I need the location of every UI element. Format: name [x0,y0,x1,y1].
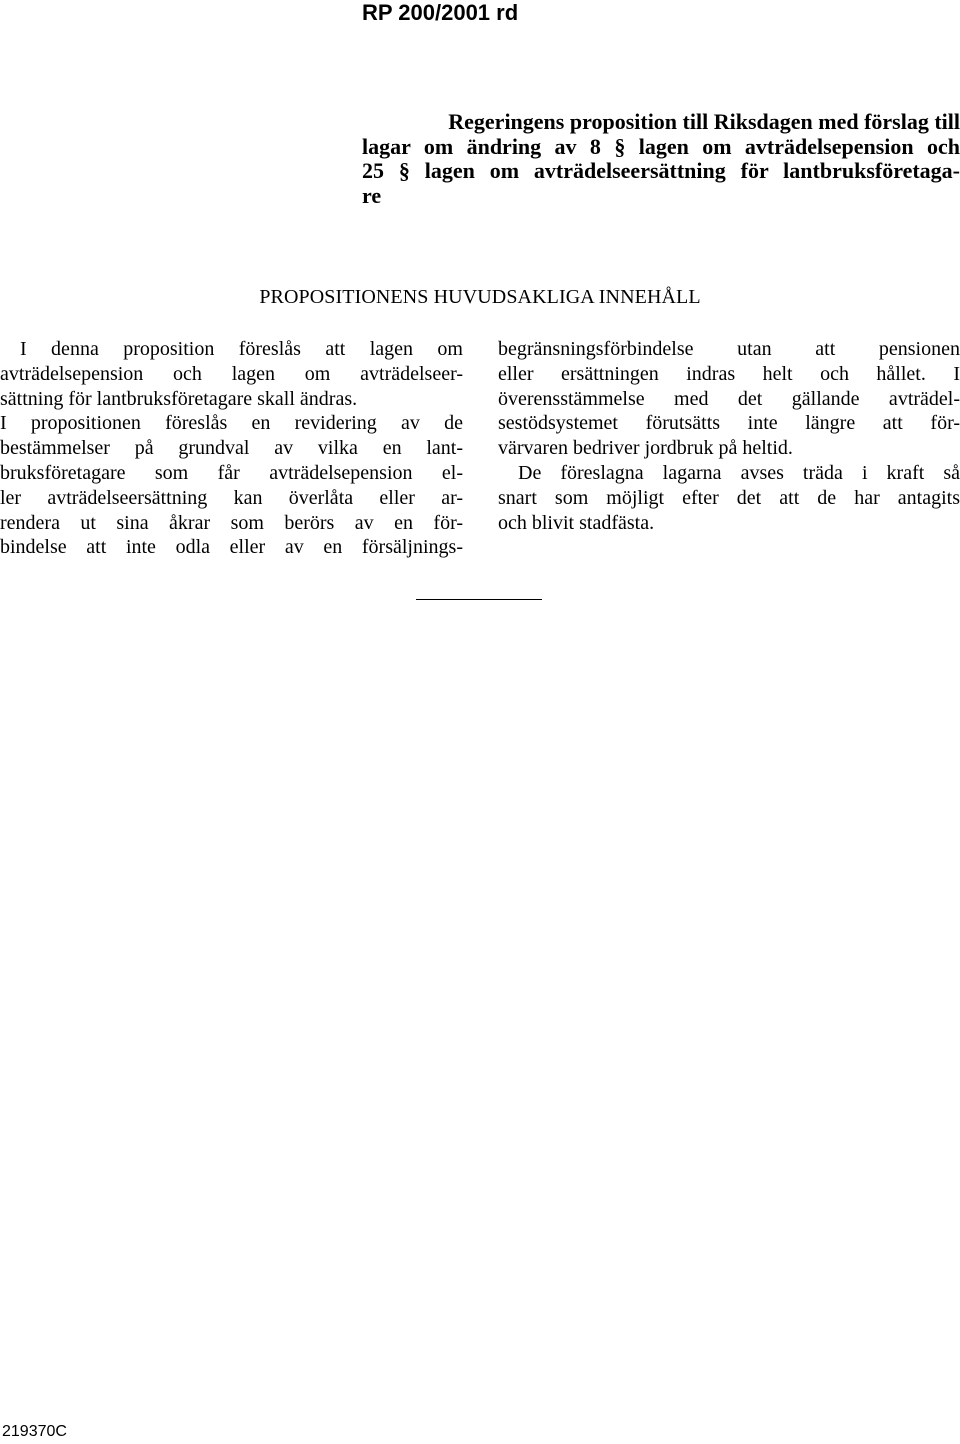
body-line: eller ersättningen indras helt och hållet. I [498,362,960,385]
body-left-column [0,337,463,560]
proposition-title [362,110,960,208]
body-line: avträdelsepension och lagen om avträdelseer- [0,362,463,385]
body-line: snart som möjligt efter det att de har antagits [498,486,960,509]
body-line: De föreslagna lagarna avses träda i kraft så [518,461,960,484]
document-code: 219370C [2,1423,67,1440]
body-line: sestödsystemet förutsätts inte längre att för- [498,412,960,435]
footnote-rule [416,599,542,600]
body-line: bindelse att inte odla eller av en försäljnings- [0,536,463,559]
title-line: lagar om ändring av 8 § lagen om avträdelsepension och [362,133,960,159]
body-line: och blivit stadfästa. [498,511,655,534]
body-right-column [498,337,960,535]
body-line: sättning för lantbruksföretagare skall ändras. [0,387,358,410]
section-heading: PROPOSITIONENS HUVUDSAKLIGA INNEHÅLL [259,286,701,308]
body-line: begränsningsförbindelse utan att pensionen [498,338,960,360]
body-line: värvaren bedriver jordbruk på heltid. [498,437,793,460]
body-line: ler avträdelseersättning kan överlåta eller ar- [0,486,463,509]
title-line: Regeringens proposition till Riksdagen med förslag till [448,109,960,134]
body-line: överensstämmelse med det gällande avträdel- [498,387,960,410]
body-line: bruksföretagare som får avträdelsepension el- [0,461,463,484]
body-line: I propositionen föreslås en revidering av de [0,412,463,435]
document-id: RP 200/2001 rd [362,0,519,25]
body-line: I denna proposition föreslås att lagen om [20,338,463,360]
title-line: 25 § lagen om avträdelseersättning för lantbruksföretaga- [362,158,960,183]
title-line: re [362,182,382,208]
body-line: rendera ut sina åkrar som berörs av en för- [0,511,463,534]
body-line: bestämmelser på grundval av vilka en lant- [0,437,463,460]
